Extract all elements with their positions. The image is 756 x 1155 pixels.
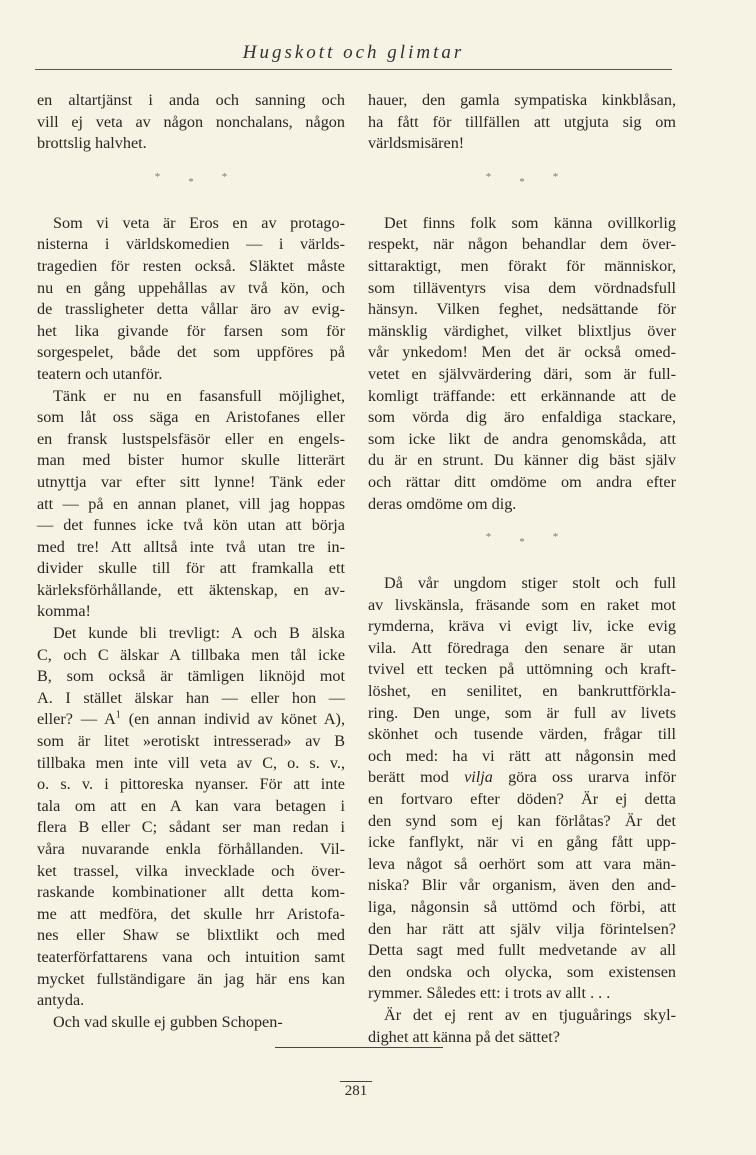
text-line: Tänk er nu en fasansfull möjlighet, <box>53 386 345 405</box>
text-line: tillbaka men inte vill veta av C, o. s. v., <box>37 753 345 772</box>
text-line: en altartjänst i anda och sanning och <box>37 91 345 109</box>
asterisk: * <box>519 536 525 549</box>
text-line: ha fått för tillfällen att utgjuta sig om <box>368 112 676 131</box>
text-line: tala om att en A kan vara betagen i <box>37 796 345 815</box>
text-line: vill ej veta av någon nonchalans, någon <box>37 112 345 131</box>
text-line: komma! <box>37 602 91 621</box>
text-line: dighet att känna på det sättet? <box>368 1027 560 1046</box>
paragraph <box>37 1012 345 1034</box>
paragraph <box>37 386 345 624</box>
text-line: liga, någonsin så uttömd och förbi, att <box>368 898 676 916</box>
text-line: leva något så oerhört som att vara män- <box>368 854 676 873</box>
text-segment: eller? — A <box>37 710 116 729</box>
text-line: niska? Blir vår organism, även den and- <box>368 876 676 895</box>
text-line: Då vår ungdom stiger stolt och full <box>384 574 676 593</box>
text-segment: göra oss urarva inför <box>492 768 676 787</box>
text-line: som vörda dig äro enfaldiga stackare, <box>368 408 676 427</box>
text-line: komligt träffande: ett erkännande att de <box>368 386 676 405</box>
text-line: A. I stället älskar han — eller hon — <box>37 688 345 707</box>
text-line: som icke likt de andra genomskåda, att <box>368 429 676 448</box>
asterisk: * <box>188 175 194 188</box>
paragraph <box>368 1005 676 1048</box>
text-line: den ondska och olycka, som existensen <box>368 962 676 981</box>
section-divider-asterisks <box>368 527 676 549</box>
section-divider-asterisks <box>37 167 345 189</box>
text-line: och med: ha vi rätt att någonsin med <box>368 746 676 765</box>
text-line: rymmer. Således ett: i trots av allt . . . <box>368 984 611 1003</box>
text-line: ket trassel, vilka invecklade och över- <box>37 861 345 880</box>
text-line: de trassligheter detta vållar äro av evig- <box>37 300 345 319</box>
paragraph <box>37 213 345 386</box>
text-line: som tilläventyrs visa dem vördnadsfull <box>368 278 676 297</box>
text-line: nes eller Shaw se blixtlikt och med <box>37 926 345 945</box>
text-line: löshet, en senilitet, en bankruttförkla- <box>368 682 676 701</box>
text-line: Det finns folk som känna ovillkorlig <box>384 213 676 232</box>
text-line: brottslig halvhet. <box>37 134 147 153</box>
text-line: hauer, den gamla sympatiska kinkblåsan, <box>368 91 676 109</box>
text-line: Och vad skulle ej gubben Schopen- <box>53 1012 283 1031</box>
text-line: som är litet »erotiskt intresserad» av B <box>37 732 345 751</box>
text-line: C, och C älskar A tillbaka men tål icke <box>37 645 345 664</box>
text-line: flera B eller C; sådant ser man redan i <box>37 818 345 837</box>
section-divider-asterisks <box>368 167 676 189</box>
text-line: B, som också är tämligen liknöjd mot <box>37 667 345 686</box>
text-segment: berätt mod <box>368 768 465 787</box>
text-line: sittaraktigt, men förakt för människor, <box>368 256 676 275</box>
text-line: utnyttja var efter sitt lynne! Tänk eder <box>37 472 345 491</box>
text-line: Som vi veta är Eros en av protago- <box>53 213 345 232</box>
running-header: Hugskott och glimtar <box>242 42 465 63</box>
text-line: våra nuvarande enkla förhållanden. Vil- <box>37 840 345 858</box>
text-line: o. s. v. i pittoreska nyanser. För att inte <box>37 775 345 794</box>
text-line: vetet en självvärdering däri, som är full- <box>368 364 676 383</box>
text-line: du är en strunt. Du känner dig bäst själv <box>368 451 676 470</box>
text-line: nisterna i världskomedien — i världs- <box>37 235 345 254</box>
text-line: en fransk lustspelsfäsör eller en engels- <box>37 429 345 448</box>
text-line: tvivel ett tecken på uttömning och kraft- <box>368 660 676 679</box>
text-line: het lika givande för farsen som för <box>37 321 345 340</box>
asterisk: * <box>519 175 525 188</box>
text-line: hänsyn. Vilken feghet, nedsättande för <box>368 300 676 319</box>
text-line: deras omdöme om dig. <box>368 494 517 513</box>
emphasis: vilja <box>464 768 493 787</box>
text-line: skönhet och tusende värden, frågar till <box>368 725 676 744</box>
footer-rule <box>275 1047 443 1048</box>
text-line: med tre! Att alltså inte två utan tre in- <box>37 537 345 556</box>
text-column-right <box>368 90 676 1048</box>
text-line: mycket fullständigare än jag här ens kan <box>37 969 345 988</box>
paragraph <box>37 623 345 1012</box>
text-line: av livskänsla, fräsande som en raket mot <box>368 595 676 614</box>
asterisk: * <box>552 170 559 183</box>
text-line <box>368 767 676 789</box>
text-line: sorgespelet, både det som uppföres på <box>37 343 345 362</box>
text-line: Är det ej rent av en tjuguårings skyl- <box>384 1005 676 1024</box>
text-line: man med bister humor skulle litterärt <box>37 451 345 470</box>
text-line <box>37 709 345 731</box>
asterisk: * <box>485 170 492 183</box>
text-line: kärleksförhållande, ett äktenskap, en av- <box>37 580 345 599</box>
text-line: mänsklig värdighet, vilket blixtljus över <box>368 321 676 340</box>
asterisk: * <box>552 531 559 544</box>
header-rule <box>35 69 672 70</box>
paragraph <box>368 573 676 1005</box>
text-line: världsmisären! <box>368 134 465 153</box>
asterisk: * <box>485 531 492 544</box>
text-line: som låt oss säga en Aristofanes eller <box>37 408 345 427</box>
text-line: raskande kombinationer allt detta kom- <box>37 883 345 902</box>
paragraph <box>368 90 676 155</box>
text-line: Det kunde bli trevligt: A och B älska <box>53 624 345 643</box>
text-line: att — på en annan planet, vill jag hoppas <box>37 494 345 513</box>
text-line: vår ynkedom! Men det är också omed- <box>368 343 676 362</box>
text-line: den har rätt att själv vilja förintelsen? <box>368 919 676 938</box>
asterisk: * <box>154 170 161 183</box>
text-line: nu en gång uppehållas av två kön, och <box>37 278 345 297</box>
text-line: divider skulle till för att framkalla ett <box>37 559 345 578</box>
text-line: antyda. <box>37 991 85 1010</box>
text-line: teatern och utanför. <box>37 364 163 383</box>
text-line: icke fanflykt, när vi en gång fått upp- <box>368 833 676 852</box>
text-line: vila. Att föredraga den senare är utan <box>368 638 676 657</box>
superscript: 1 <box>115 710 121 722</box>
text-line: ring. Den unge, som är full av livets <box>368 703 676 722</box>
text-segment: (en annan individ av könet A), <box>120 710 345 729</box>
text-line: en fortvaro efter döden? Är ej detta <box>368 790 676 809</box>
text-line: rymderna, kräva vi evigt liv, icke evig <box>368 617 676 636</box>
text-line: och rättar ditt omdöme om andra efter <box>368 472 676 491</box>
paragraph <box>368 213 676 515</box>
text-line: tragedien för resten också. Släktet måste <box>37 256 345 275</box>
asterisk: * <box>221 170 228 183</box>
text-line: — det funnes icke två kön utan att börja <box>37 516 345 535</box>
text-column-left <box>37 90 345 1033</box>
page-number: 281 <box>340 1081 372 1100</box>
paragraph <box>37 90 345 155</box>
text-line: teaterförfattarens vana och intuition samt <box>37 947 345 966</box>
text-line: Detta sagt med fullt medvetande av all <box>368 941 676 960</box>
text-line: respekt, när någon behandlar dem över- <box>368 235 676 254</box>
text-line: me att medföra, det skulle hrr Aristofa- <box>37 904 345 923</box>
text-line: den synd som ej kan förlåtas? Är det <box>368 811 676 830</box>
